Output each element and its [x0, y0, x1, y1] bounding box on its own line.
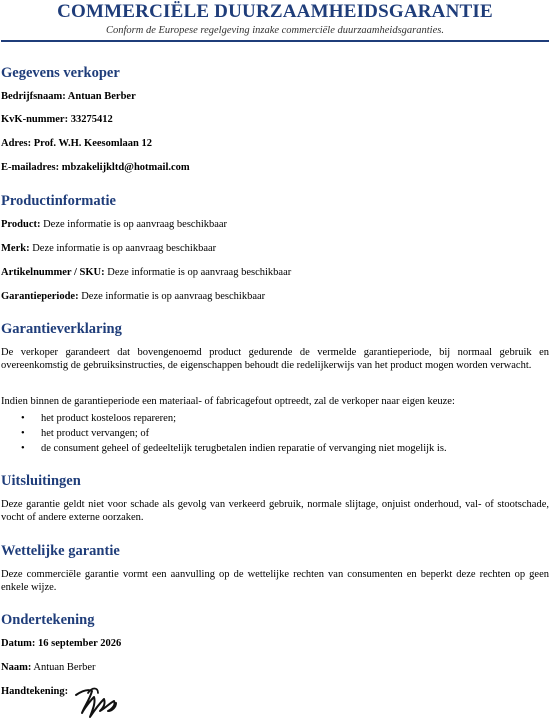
seller-email: E-mailadres: mbzakelijkltd@hotmail.com — [1, 162, 190, 173]
seller-kvk: KvK-nummer: 33275412 — [1, 114, 113, 125]
brand-label: Merk: — [1, 243, 30, 254]
bullet: • — [21, 413, 25, 424]
bullet: • — [21, 443, 25, 454]
brand-row — [1, 242, 549, 255]
legal-heading: Wettelijke garantie — [1, 543, 120, 559]
title-divider — [1, 40, 549, 42]
seller-company: Bedrijfsnaam: Antuan Berber — [1, 91, 136, 102]
warranty-heading: Garantieverklaring — [1, 321, 122, 337]
seller-heading: Gegevens verkoper — [1, 65, 120, 81]
sku-value: Deze informatie is op aanvraag beschikbaar — [104, 267, 292, 278]
product-value: Deze informatie is op aanvraag beschikbaar — [40, 219, 228, 230]
signing-heading: Ondertekening — [1, 612, 95, 628]
exclusions-text: Deze garantie geldt niet voor schade als gevolg van verkeerd gebruik, normale slijtage, onjuist onderhoud, val- of stootschade, vocht of andere externe oorzaken. — [1, 499, 549, 523]
sku-label: Artikelnummer / SKU: — [1, 267, 105, 278]
signing-name-value: Antuan Berber — [31, 662, 96, 673]
document-title: COMMERCIËLE DUURZAAMHEIDSGARANTIE — [57, 1, 493, 22]
list-item: • het product kosteloos repareren; — [21, 413, 176, 424]
sku-row — [1, 266, 549, 279]
period-row — [1, 290, 549, 303]
list-item: • het product vervangen; of — [21, 428, 150, 439]
product-heading: Productinformatie — [1, 193, 116, 209]
document-subtitle: Conform de Europese regelgeving inzake commerciële duurzaamheidsgaranties. — [106, 25, 444, 36]
signing-date: Datum: 16 september 2026 — [1, 638, 122, 649]
warranty-paragraph: De verkoper garandeert dat bovengenoemd product gedurende de vermelde garantieperiode, bij normaal gebruik en overeenkomstig de gebruiksinstructies, de eigenschappen behoudt die redelijkerwijs van het product mogen worden verwacht. — [1, 347, 549, 371]
signing-name-row — [1, 661, 549, 674]
legal-text: Deze commerciële garantie vormt een aanvulling op de wettelijke rechten van consumenten en beperkt deze rechten op geen enkele wijze. — [1, 569, 549, 593]
seller-address: Adres: Prof. W.H. Keesomlaan 12 — [1, 138, 152, 149]
bullet: • — [21, 428, 25, 439]
exclusions-heading: Uitsluitingen — [1, 473, 81, 489]
remedy-list — [1, 411, 549, 456]
product-row — [1, 218, 549, 231]
signing-name-label: Naam: — [1, 662, 32, 673]
warranty-remedy-intro: Indien binnen de garantieperiode een materiaal- of fabricagefout optreedt, zal de verkoper naar eigen keuze: — [1, 396, 455, 407]
brand-value: Deze informatie is op aanvraag beschikbaar — [29, 243, 217, 254]
handwritten-signature — [70, 683, 130, 723]
signature-label: Handtekening: — [1, 686, 69, 697]
product-label: Product: — [1, 219, 41, 230]
period-value: Deze informatie is op aanvraag beschikbaar — [78, 291, 266, 302]
list-item: • de consument geheel of gedeeltelijk terugbetalen indien reparatie of vervanging niet mogelijk is. — [21, 443, 447, 454]
period-label: Garantieperiode: — [1, 291, 79, 302]
